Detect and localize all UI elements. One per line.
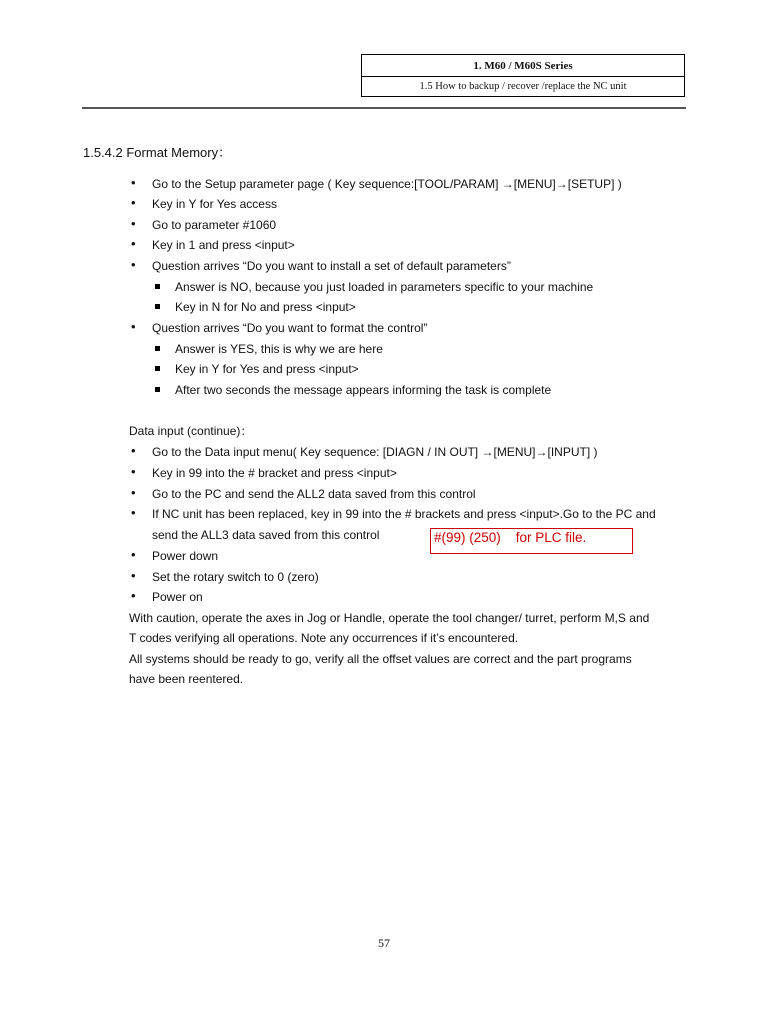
list-item: Go to the PC and send the ALL2 data saved from this control — [152, 487, 476, 501]
section-title: 1.5 How to backup / recover /replace the NC unit — [419, 81, 627, 92]
sub-list-item: Answer is YES, this is why we are here — [175, 342, 383, 356]
bullet-icon: • — [131, 568, 136, 583]
bullet-icon: • — [131, 319, 136, 334]
bullet-icon: • — [131, 216, 136, 231]
header-rule — [82, 107, 686, 109]
bullet-icon: • — [131, 464, 136, 479]
list-item: If NC unit has been replaced, key in 99 into the # brackets and press <input>.Go to the PC and — [152, 507, 656, 521]
paragraph-line: With caution, operate the axes in Jog or Handle, operate the tool changer/ turret, perform M,S and — [129, 611, 650, 625]
section-heading: 1.5.4.2 Format Memory： — [83, 145, 232, 160]
square-bullet-icon — [155, 304, 160, 309]
square-bullet-icon — [155, 284, 160, 289]
header-box — [361, 54, 685, 97]
paragraph-line: have been reentered. — [129, 672, 244, 686]
list-item: Go to the Setup parameter page ( Key sequence:[TOOL/PARAM] →[MENU]→[SETUP] ) — [152, 177, 622, 191]
list-item: Key in 99 into the # bracket and press <input> — [152, 466, 397, 480]
page-number: 57 — [378, 936, 390, 950]
bullet-icon: • — [131, 195, 136, 210]
square-bullet-icon — [155, 366, 160, 371]
square-bullet-icon — [155, 346, 160, 351]
list-item: Set the rotary switch to 0 (zero) — [152, 570, 319, 584]
sub-list-item: Key in Y for Yes and press <input> — [175, 362, 359, 376]
list-item: Power on — [152, 590, 203, 604]
sub-list-item: Key in N for No and press <input> — [175, 300, 356, 314]
bullet-icon: • — [131, 485, 136, 500]
list-item: Key in Y for Yes access — [152, 197, 277, 211]
list-item: Key in 1 and press <input> — [152, 238, 295, 252]
plc-annotation: #(99) (250) for PLC file. — [430, 528, 633, 554]
list-item: Go to the Data input menu( Key sequence: [DIAGN / IN OUT] →[MENU]→[INPUT] ) — [152, 445, 598, 459]
bullet-icon: • — [131, 547, 136, 562]
list-item: Question arrives “Do you want to format the control” — [152, 321, 428, 335]
sub-list-item: Answer is NO, because you just loaded in parameters specific to your machine — [175, 280, 594, 294]
bullet-icon: • — [131, 175, 136, 190]
list-item: Power down — [152, 549, 219, 563]
bullet-icon: • — [131, 236, 136, 251]
bullet-icon: • — [131, 505, 136, 520]
bullet-icon: • — [131, 443, 136, 458]
paragraph-line: T codes verifying all operations. Note any occurrences if it’s encountered. — [129, 631, 519, 645]
list-item: Question arrives “Do you want to install a set of default parameters” — [152, 259, 511, 273]
list-item-continuation: send the ALL3 data saved from this control — [152, 528, 380, 542]
bullet-icon: • — [131, 588, 136, 603]
bullet-icon: • — [131, 257, 136, 272]
paragraph-line: All systems should be ready to go, verify all the offset values are correct and the part programs — [129, 652, 632, 666]
square-bullet-icon — [155, 387, 160, 392]
list-item: Go to parameter #1060 — [152, 218, 277, 232]
series-title: 1. M60 / M60S Series — [362, 55, 684, 77]
sub-list-item: After two seconds the message appears informing the task is complete — [175, 383, 552, 397]
data-input-title: Data input (continue)： — [129, 424, 253, 438]
